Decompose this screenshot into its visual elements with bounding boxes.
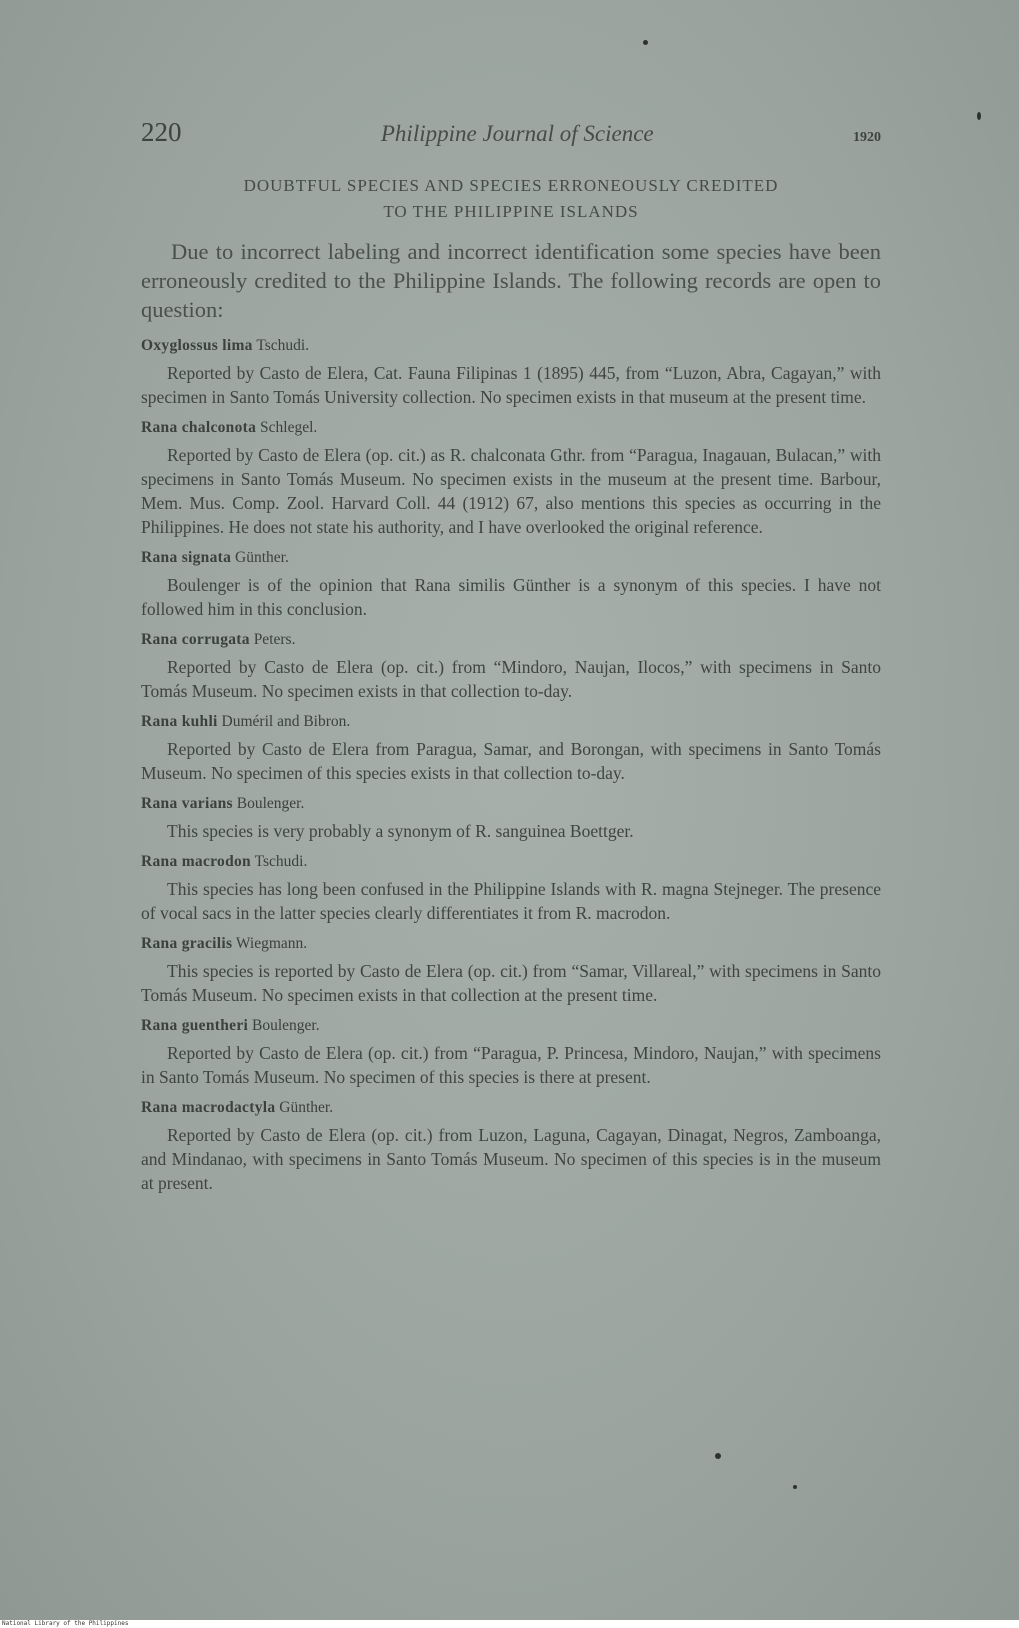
species-name [141,793,881,815]
species-entry [141,335,881,409]
species-entry [141,711,881,785]
species-author: Peters. [253,631,296,648]
species-name [141,417,881,439]
species-author: Günther. [235,549,289,566]
species-name [141,629,881,651]
section-title [141,173,881,225]
species-binomial: Rana corrugata [141,631,250,648]
species-text: This species is reported by Casto de Elera (op. cit.) from “Samar, Villareal,” with specimens in Santo Tomás Museum. No specimen exists in that collection at the present time. [141,961,881,1005]
species-binomial: Rana chalconota [141,419,257,436]
section-title-line-2: TO THE PHILIPPINE ISLANDS [383,202,639,221]
species-entry [141,851,881,925]
species-name [141,851,881,873]
species-binomial: Rana gracilis [141,935,233,952]
publication-year: 1920 [852,130,881,145]
species-binomial: Rana macrodactyla [141,1099,276,1116]
species-entry [141,629,881,703]
intro-paragraph: Due to incorrect labeling and incorrect identification some species have been erroneously credited to the Philippine Islands. The following records are open to question: [141,239,881,322]
species-name [141,547,881,569]
species-entry [141,1097,881,1195]
dust-speck [715,1453,721,1459]
species-binomial: Rana guentheri [141,1017,249,1034]
species-binomial: Rana kuhli [141,713,218,730]
page-number: 220 [141,117,182,147]
species-text: Reported by Casto de Elera, Cat. Fauna Filipinas 1 (1895) 445, from “Luzon, Abra, Cagayan,” with specimen in Santo Tomás University collection. No specimen exists in that museum at the present time. [141,363,881,407]
section-title-line-1: DOUBTFUL SPECIES AND SPECIES ERRONEOUSLY CREDITED [243,176,779,195]
species-text: This species is very probably a synonym of R. sanguinea Boettger. [167,821,634,841]
species-text: Reported by Casto de Elera from Paragua, Samar, and Borongan, with specimens in Santo Tomás Museum. No specimen of this species exists in that collection to-day. [141,739,881,783]
dust-speck [643,40,648,45]
species-text: This species has long been confused in the Philippine Islands with R. magna Stejneger. The presence of vocal sacs in the latter species clearly differentiates it from R. macrodon. [141,879,881,923]
running-header [141,117,881,149]
species-author: Boulenger. [236,795,305,812]
species-binomial: Rana macrodon [141,853,251,870]
species-text: Boulenger is of the opinion that Rana similis Günther is a synonym of this species. I have not followed him in this conclusion. [141,575,881,619]
species-text: Reported by Casto de Elera (op. cit.) from “Paragua, P. Princesa, Mindoro, Naujan,” with specimens in Santo Tomás Museum. No specimen of this species is there at present. [141,1043,881,1087]
species-author: Duméril and Bibron. [221,713,351,730]
species-name [141,1097,881,1119]
species-entry [141,417,881,539]
species-text: Reported by Casto de Elera (op. cit.) as R. chalconata Gthr. from “Paragua, Inagauan, Bulacan,” with specimens in Santo Tomás Museum. No specimen exists in the museum at the present time. Barbour, Mem. Mus. Comp. Zool. Harvard Coll. 44 (1912) 67, also mentions this species as occurring in the Philippines. He does not state his authority, and I have overlooked the original reference. [141,445,881,537]
species-binomial: Oxyglossus lima [141,337,253,354]
species-binomial: Rana varians [141,795,233,812]
species-text: Reported by Casto de Elera (op. cit.) from “Mindoro, Naujan, Ilocos,” with specimens in Santo Tomás Museum. No specimen exists in that collection to-day. [141,657,881,701]
species-author: Wiegmann. [235,935,308,952]
species-entry [141,933,881,1007]
species-author: Schlegel. [260,419,318,436]
species-author: Boulenger. [251,1017,320,1034]
dust-speck [977,112,981,120]
species-name [141,711,881,733]
species-entry [141,547,881,621]
species-author: Tschudi. [254,853,308,870]
species-entries [141,335,881,1203]
dust-speck [793,1485,797,1489]
journal-title: Philippine Journal of Science [380,121,654,146]
species-text: Reported by Casto de Elera (op. cit.) from Luzon, Laguna, Cagayan, Dinagat, Negros, Zamboanga, and Mindanao, with specimens in Santo Tomás Museum. No specimen of this species is in the museum at present. [141,1125,881,1193]
species-name [141,933,881,955]
species-name [141,335,881,357]
species-binomial: Rana signata [141,549,232,566]
species-author: Tschudi. [256,337,310,354]
species-name [141,1015,881,1037]
species-entry [141,793,881,843]
scan-attribution: National Library of the Philippines [0,1620,1019,1628]
species-author: Günther. [279,1099,334,1116]
species-entry [141,1015,881,1089]
